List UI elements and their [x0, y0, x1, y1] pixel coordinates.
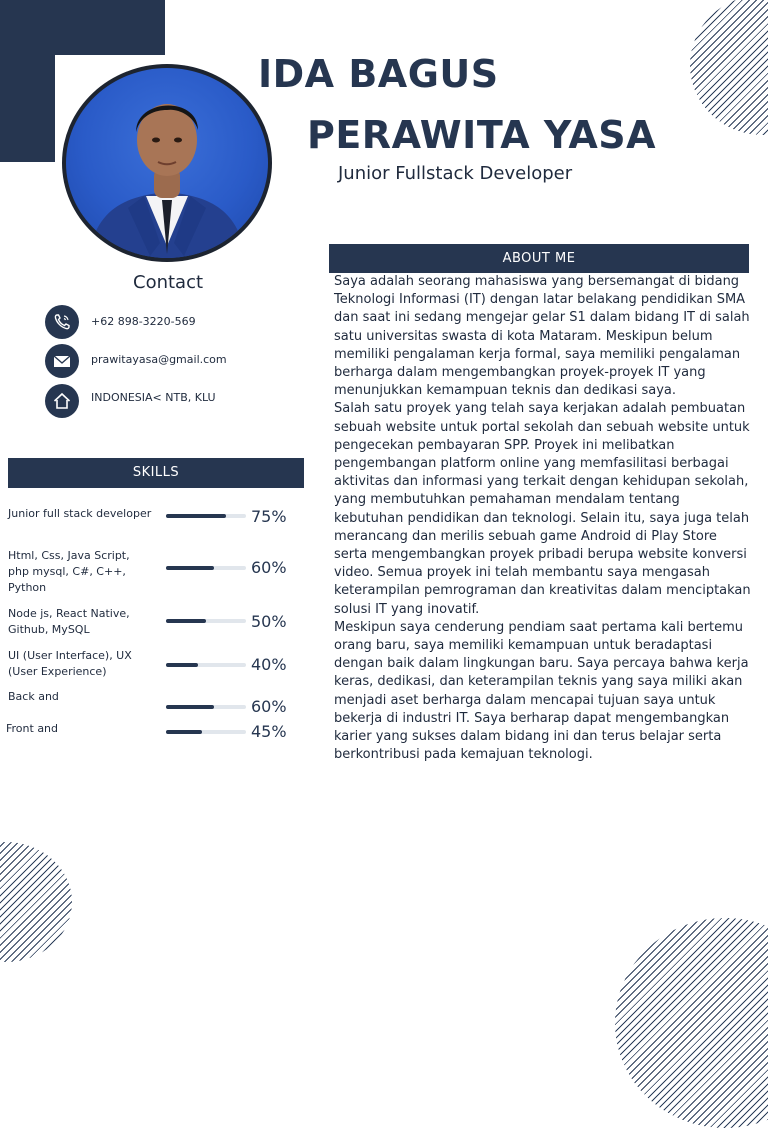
skill-bar-fill: [166, 566, 214, 570]
skill-percent: 45%: [251, 722, 287, 741]
skill-bar-fill: [166, 663, 198, 667]
profile-photo-frame: [62, 64, 272, 262]
skill-bar: [166, 514, 246, 518]
skill-percent: 75%: [251, 507, 287, 526]
email-address: prawitayasa@gmail.com: [91, 353, 227, 366]
skill-bar-fill: [166, 619, 206, 623]
profile-photo: [66, 68, 268, 258]
location-text: INDONESIA< NTB, KLU: [91, 391, 216, 404]
skill-bar-fill: [166, 514, 226, 518]
skill-percent: 50%: [251, 612, 287, 631]
skill-bar: [166, 566, 246, 570]
skill-bar: [166, 705, 246, 709]
skill-bar-fill: [166, 730, 202, 734]
about-paragraph: Saya adalah seorang mahasiswa yang bersemangat di bidang Teknologi Informasi (IT) dengan latar belakang pendidikan SMA dan saat ini sedang mengejar gelar S1 dalam bidang IT di salah satu universitas swasta di kota Mataram. Meskipun belum memiliki pengalaman kerja formal, saya memiliki pengalaman berharga dalam mengembangkan proyek-proyek IT yang menunjukkan kemampuan teknis dan dedikasi saya.: [334, 274, 750, 399]
deco-circle-top-right: [690, 0, 768, 135]
about-paragraph: Salah satu proyek yang telah saya kerjakan adalah pembuatan sebuah website untuk portal sekolah dan sebuah website untuk pengecekan pembayaran SPP. Proyek ini melibatkan pengembangan platform online yang memfasilitasi berbagai aktivitas dan informasi yang terkait dengan kehidupan sekolah, yang membutuhkan pemahaman mendalam tentang kebutuhan pendidikan dan teknologi. Selain itu, saya juga telah merancang dan merilis sebuah game Android di Play Store serta mengembangkan proyek pribadi berupa website konversi video. Semua proyek ini telah membantu saya mengasah keterampilan pemrograman dan kreativitas dalam menciptakan solusi IT yang inovatif.: [334, 401, 751, 617]
deco-circle-left: [0, 842, 72, 962]
skill-bar-fill: [166, 705, 214, 709]
skill-bar: [166, 619, 246, 623]
skill-label: Back and: [8, 690, 59, 703]
job-title: Junior Fullstack Developer: [338, 163, 573, 184]
skill-bar: [166, 663, 246, 667]
about-heading: ABOUT ME: [329, 244, 749, 273]
skill-percent: 60%: [251, 697, 287, 716]
about-paragraph: Meskipun saya cenderung pendiam saat pertama kali bertemu orang baru, saya memiliki kemampuan untuk beradaptasi dengan baik dalam lingkungan baru. Saya percaya bahwa kerja keras, dedikasi, dan keterampilan teknis yang saya miliki akan menjadi aset berharga dalam mencapai tujuan saya untuk bekerja di industri IT. Saya berharap dapat mengembangkan karier yang sukses dalam bidang ini dan terus belajar serta berkontribusi pada kemajuan teknologi.: [334, 619, 749, 763]
name-first-line: IDA BAGUS: [258, 52, 499, 96]
contact-heading: Contact: [133, 272, 204, 293]
phone-icon: [45, 305, 79, 339]
skill-label: Html, Css, Java Script, php mysql, C#, C++, Python: [8, 549, 130, 594]
skill-label: Front and: [6, 722, 59, 735]
skill-percent: 60%: [251, 558, 287, 577]
skill-label: UI (User Interface), UX (User Experience): [8, 649, 132, 678]
skill-label: Node js, React Native, Github, MySQL: [8, 607, 130, 636]
skills-heading: SKILLS: [8, 458, 304, 488]
home-icon: [45, 384, 79, 418]
skill-percent: 40%: [251, 655, 287, 674]
skill-bar: [166, 730, 246, 734]
about-text: [334, 273, 752, 764]
mail-icon: [45, 344, 79, 378]
phone-number: +62 898-3220-569: [91, 315, 196, 328]
skill-label: Junior full stack developer: [8, 507, 152, 520]
portrait-illustration: [66, 68, 268, 258]
name-second-line: PERAWITA YASA: [307, 113, 657, 157]
deco-circle-bottom-right: [615, 918, 768, 1128]
